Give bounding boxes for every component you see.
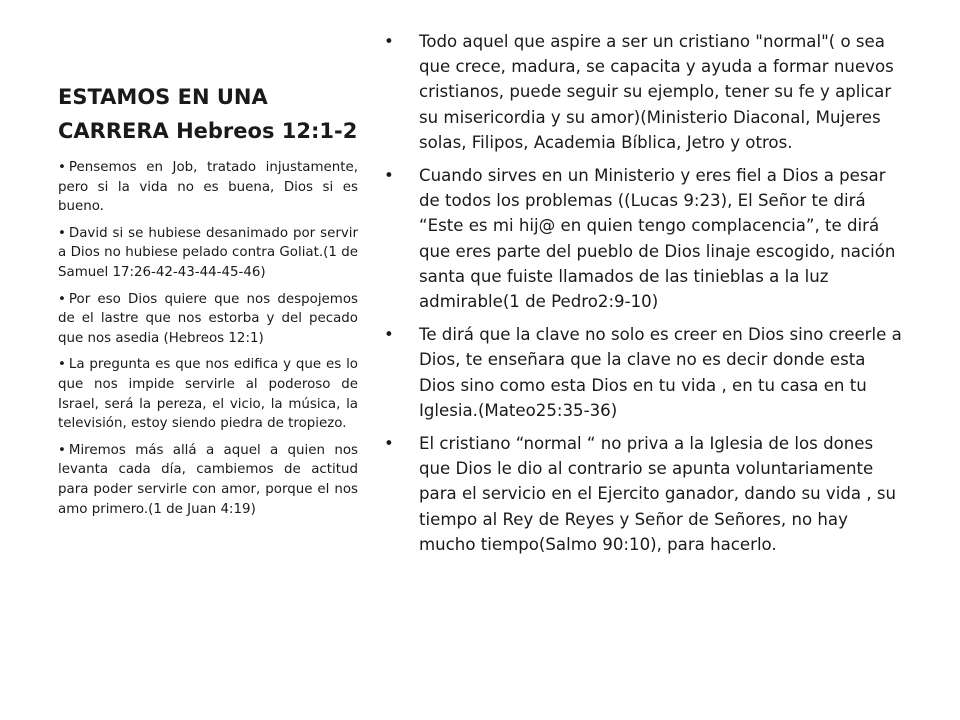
bullet-icon: • [384,325,394,345]
list-item-text: Todo aquel que aspire a ser un cristiano "normal"( o sea que crece, madura, se capacita y ayuda a formar nuevos cristianos, puede seguir su ejemplo, tener su fe y aplicar su misericordia y su amor)(Ministerio Diaconal, Mujeres solas, Filipos, Academia Bíblica, Jetro y otros. [419,32,894,152]
list-item [58,224,358,283]
bullet-icon: • [58,357,66,373]
bullet-icon: • [384,32,394,51]
bullet-icon: • [58,225,66,241]
list-item [58,290,358,349]
list-item-text: La pregunta es que nos edifica y que es lo que nos impide servirle al poderoso de Israel, será la pereza, el vicio, la música, la televisión, estoy siendo piedra de tropiezo. [58,357,358,432]
right-column [384,29,904,565]
bullet-icon: • [384,434,394,454]
left-bullet-list [58,158,358,519]
list-item-text: Miremos más allá a aquel a quien nos levanta cada día, cambiemos de actitud para poder servirle con amor, porque el nos amo primero.(1 de Juan 4:19) [58,442,358,517]
list-item [384,431,904,557]
list-item [384,322,904,423]
list-item [58,158,358,217]
title-line-2: CARRERA Hebreos 12:1-2 [58,119,358,143]
list-item-text: Cuando sirves en un Ministerio y eres fiel a Dios a pesar de todos los problemas ((Lucas 9:23), El Señor te dirá “Este es mi hij@ en quien tengo complacencia”, te dirá que eres parte del pueblo de Dios linaje escogido, nación santa que fuiste llamados de las tinieblas a la luz admirable(1 de Pedro2:9-10) [419,166,896,312]
list-item [58,441,358,519]
left-column [58,80,358,526]
list-item-text: Pensemos en Job, tratado injustamente, pero si la vida no es buena, Dios si es bueno. [58,160,358,215]
bullet-icon: • [58,442,66,458]
bullet-icon: • [58,160,66,175]
list-item-text: Por eso Dios quiere que nos despojemos de el lastre que nos estorba y del pecado que nos asedia (Hebreos 12:1) [58,291,358,346]
slide-title [58,80,358,148]
list-item-text: David si se hubiese desanimado por servir a Dios no hubiese pelado contra Goliat.(1 de Samuel 17:26-42-43-44-45-46) [58,225,358,280]
list-item-text: Te dirá que la clave no solo es creer en Dios sino creerle a Dios, te enseñara que la clave no es decir donde esta Dios sino como esta Dios en tu vida , en tu casa en tu Iglesia.(Mateo25:35-36) [419,325,902,420]
bullet-icon: • [58,291,66,307]
right-bullet-list [384,29,904,557]
title-line-1: ESTAMOS EN UNA [58,85,268,109]
list-item [384,29,904,155]
list-item-text: El cristiano “normal “ no priva a la Iglesia de los dones que Dios le dio al contrario se apunta voluntariamente para el servicio en el Ejercito ganador, dando su vida , su tiempo al Rey de Reyes y Señor de Señores, no hay mucho tiempo(Salmo 90:10), para hacerlo. [419,434,897,554]
list-item [384,163,904,314]
bullet-icon: • [384,166,394,186]
list-item [58,355,358,433]
